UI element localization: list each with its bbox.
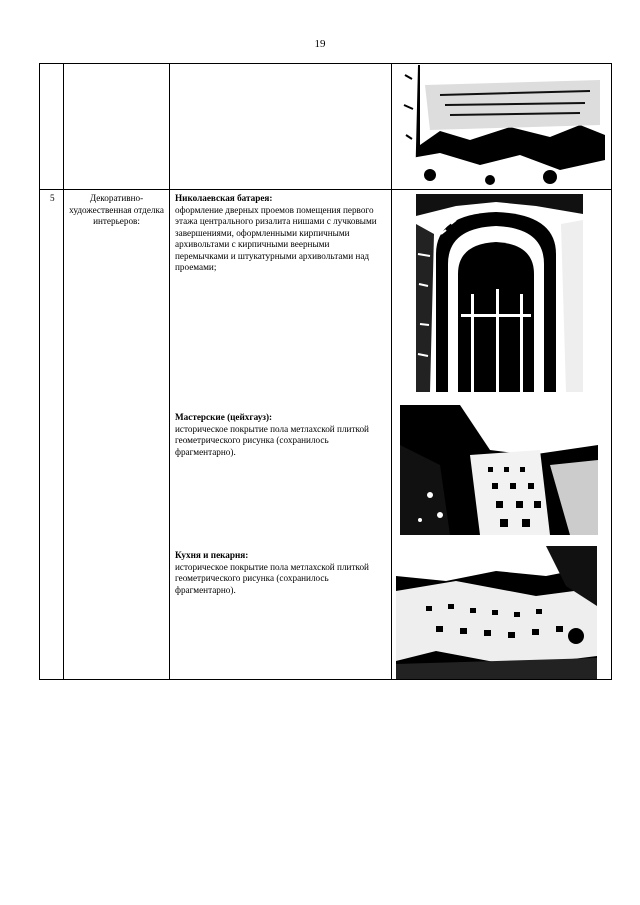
category-cell: Декоративно-художественная отделка интерьеров: — [64, 190, 170, 680]
row-number-cell — [40, 64, 64, 190]
row-number-cell: 5 — [40, 190, 64, 680]
block-text: историческое покрытие пола метлахской плиткой геометрического рисунка (сохранилось фрагментарно). — [175, 423, 369, 457]
block-nikolaevskaya-battery — [170, 193, 391, 274]
category-cell — [64, 64, 170, 190]
block-workshops — [170, 412, 391, 458]
page-number: 19 — [314, 38, 326, 50]
block-text: оформление дверных проемов помещения первого этажа центрального ризалита нишами с лучковыми завершениями, оформленными кирпичными архивольтами с кирпичными веерными перемычками и штукатурными архивольтами над проемами; — [175, 204, 377, 272]
tiled-floor-photo-icon — [396, 546, 597, 679]
photo-cell — [392, 64, 612, 190]
block-title: Мастерские (цейхгауз): — [175, 412, 273, 422]
table-row-continuation — [40, 64, 612, 190]
monument-elements-table — [39, 63, 612, 680]
description-cell — [170, 64, 392, 190]
block-title: Кухня и пекарня: — [175, 550, 249, 560]
tiled-floor-photo-icon — [400, 405, 598, 535]
description-cell — [170, 190, 392, 680]
table-row-5 — [40, 190, 612, 680]
block-text: историческое покрытие пола метлахской плиткой геометрического рисунка (сохранилось фрагментарно). — [175, 561, 369, 595]
block-kitchen-bakery — [170, 550, 391, 596]
historic-building-photo-icon — [400, 65, 605, 189]
photo-cell — [392, 190, 612, 680]
block-title: Николаевская батарея: — [175, 193, 273, 203]
arched-doorway-photo-icon — [416, 194, 583, 392]
